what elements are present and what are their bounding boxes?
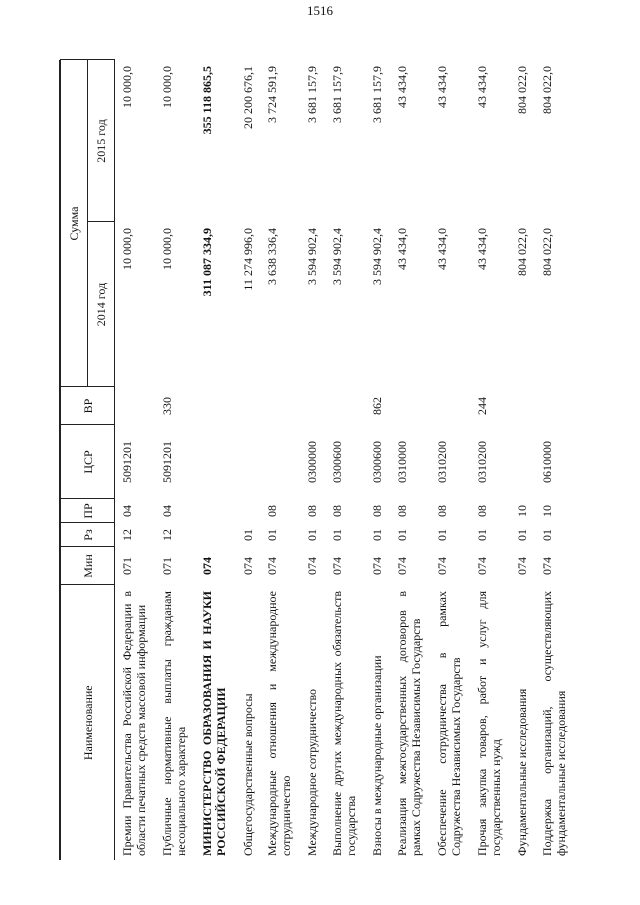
row-vr-cell <box>510 387 535 425</box>
row-min-cell: 074 <box>240 557 255 575</box>
header-year-2015: 2015 год <box>88 60 115 222</box>
row-csr-cell: 0310000 <box>394 441 409 483</box>
row-pr-cell: 08 <box>305 505 320 517</box>
row-csr-cell <box>236 425 261 499</box>
row-min-cell: 074 <box>370 557 385 575</box>
row-name-cell: Взносы в международные организации <box>370 655 385 856</box>
row-min-cell: 074 <box>394 557 409 575</box>
row-csr-cell <box>260 425 300 499</box>
table-row <box>115 60 156 860</box>
row-rz-cell: 01 <box>370 529 385 541</box>
row-vr-cell <box>390 387 430 425</box>
row-pr-cell <box>236 499 261 523</box>
row-sum-2014-cell: 43 434,0 <box>434 228 449 270</box>
row-min-cell: 074 <box>265 557 280 575</box>
row-rz-cell: 01 <box>394 529 409 541</box>
row-sum-2014-cell: 10 000,0 <box>120 228 134 270</box>
row-sum-2015-cell: 43 434,0 <box>434 65 449 108</box>
row-vr-cell: 330 <box>160 397 175 415</box>
row-rz-cell: 01 <box>475 529 489 541</box>
row-sum-2014-cell: 3 594 902,4 <box>370 228 385 285</box>
row-min-cell: 071 <box>120 557 134 575</box>
row-min-cell: 074 <box>200 557 215 575</box>
row-sum-2014-cell: 43 434,0 <box>475 228 489 270</box>
row-name-cell: Фундаментальные исследования <box>515 688 530 856</box>
header-rz: Рз <box>61 523 115 547</box>
row-csr-cell <box>510 425 535 499</box>
row-sum-2014-cell: 10 000,0 <box>160 228 175 270</box>
row-sum-2015-cell: 804 022,0 <box>539 65 554 114</box>
row-sum-2015-cell: 43 434,0 <box>475 65 489 108</box>
row-rz-cell: 01 <box>515 529 530 541</box>
row-name-cell: Выполнение других международных обязательств государства <box>329 591 358 856</box>
header-year-2014: 2014 год <box>88 222 115 387</box>
header-name: Наименование <box>61 585 115 860</box>
row-csr-cell: 0310200 <box>475 441 489 483</box>
row-sum-2015-cell: 355 118 865,5 <box>200 65 215 135</box>
row-sum-2015-cell: 43 434,0 <box>394 65 409 108</box>
row-sum-2014-cell: 11 274 996,0 <box>240 228 255 291</box>
row-csr-cell: 5091201 <box>160 441 175 483</box>
row-sum-2015-cell: 20 200 676,1 <box>240 65 255 129</box>
row-rz-cell: 01 <box>539 529 554 541</box>
row-sum-2015-cell: 804 022,0 <box>515 65 530 114</box>
row-csr-cell: 0300600 <box>329 441 344 483</box>
row-vr-cell: 244 <box>475 397 489 415</box>
row-rz-cell <box>195 523 235 547</box>
row-name-cell: Международное сотрудничество <box>305 688 320 856</box>
budget-table-sheet <box>60 60 575 860</box>
page-number: 1516 <box>307 3 333 18</box>
row-sum-2015-cell: 10 000,0 <box>160 65 175 108</box>
table-row <box>300 60 325 860</box>
row-name-cell: Международные отношения и международное сотрудничество <box>265 591 294 856</box>
row-csr-cell: 0300000 <box>305 441 320 483</box>
row-name-cell: Премии Правительства Российской Федерации в области печатных средств массовой информации <box>120 591 148 856</box>
row-rz-cell: 01 <box>265 529 280 541</box>
row-sum-2015-cell: 10 000,0 <box>120 65 134 108</box>
header-vr: ВР <box>61 387 115 425</box>
row-vr-cell <box>115 387 156 425</box>
row-vr-cell <box>430 387 470 425</box>
row-sum-2014-cell: 804 022,0 <box>515 228 530 276</box>
row-vr-cell <box>535 387 575 425</box>
row-min-cell: 074 <box>305 557 320 575</box>
header-csr: ЦСР <box>61 425 115 499</box>
row-rz-cell: 12 <box>120 529 134 541</box>
row-min-cell: 074 <box>539 557 554 575</box>
row-name-cell: МИНИСТЕРСТВО ОБРАЗОВАНИЯ И НАУКИ РОССИЙСКОЙ ФЕДЕРАЦИИ <box>200 591 229 856</box>
row-sum-2014-cell: 3 638 336,4 <box>265 228 280 285</box>
table-row <box>510 60 535 860</box>
row-sum-2015-cell: 3 724 591,9 <box>265 65 280 123</box>
row-name-cell: Обеспечение сотрудничества в рамках Содружества Независимых Государств <box>434 591 463 856</box>
row-pr-cell: 08 <box>434 505 449 517</box>
row-vr-cell <box>260 387 300 425</box>
row-sum-2014-cell: 3 594 902,4 <box>305 228 320 285</box>
header-min: Мин <box>61 547 115 585</box>
row-pr-cell: 10 <box>515 505 530 517</box>
row-min-cell: 074 <box>475 557 489 575</box>
row-pr-cell: 08 <box>394 505 409 517</box>
row-name-cell: Общегосударственные вопросы <box>240 693 255 856</box>
row-csr-cell <box>195 425 235 499</box>
table-row <box>430 60 470 860</box>
table-row <box>236 60 261 860</box>
table-row <box>195 60 235 860</box>
header-pr: ПР <box>61 499 115 523</box>
row-rz-cell: 01 <box>240 529 255 541</box>
row-sum-2014-cell: 3 594 902,4 <box>329 228 344 285</box>
table-body <box>115 60 576 860</box>
row-name-cell: Публичные нормативные выплаты гражданам несоциального характера <box>160 591 189 856</box>
row-pr-cell: 04 <box>120 505 134 517</box>
row-vr-cell <box>236 387 261 425</box>
table-row <box>470 60 510 860</box>
row-rz-cell: 01 <box>305 529 320 541</box>
row-sum-2014-cell: 804 022,0 <box>539 228 554 276</box>
row-pr-cell: 08 <box>265 505 280 517</box>
row-sum-2014-cell: 43 434,0 <box>394 228 409 270</box>
table-row <box>365 60 390 860</box>
row-pr-cell: 10 <box>539 505 554 517</box>
row-csr-cell: 0300600 <box>370 441 385 483</box>
budget-table <box>60 59 575 860</box>
row-csr-cell: 0610000 <box>539 441 554 483</box>
row-sum-2014-cell: 311 087 334,9 <box>200 228 215 297</box>
row-name-cell: Прочая закупка товаров, работ и услуг для государственных нужд <box>475 591 503 856</box>
row-rz-cell: 12 <box>160 529 175 541</box>
row-pr-cell: 08 <box>475 505 489 517</box>
row-csr-cell: 0310200 <box>434 441 449 483</box>
row-min-cell: 074 <box>434 557 449 575</box>
header-sum: Сумма <box>61 60 88 387</box>
row-vr-cell <box>300 387 325 425</box>
table-row <box>390 60 430 860</box>
row-sum-2015-cell: 3 681 157,9 <box>305 65 320 123</box>
row-min-cell: 071 <box>160 557 175 575</box>
table-row <box>260 60 300 860</box>
row-name-cell: Поддержка организаций, осуществляющих фундаментальные исследования <box>539 591 568 856</box>
row-min-cell: 074 <box>515 557 530 575</box>
row-sum-2015-cell: 3 681 157,9 <box>370 65 385 123</box>
row-pr-cell: 04 <box>160 505 175 517</box>
row-min-cell: 074 <box>329 557 344 575</box>
row-name-cell: Реализация межгосударственных договоров в рамках Содружества Независимых Государств <box>394 591 423 856</box>
row-sum-2015-cell: 3 681 157,9 <box>329 65 344 123</box>
row-rz-cell: 01 <box>329 529 344 541</box>
row-vr-cell <box>325 387 365 425</box>
table-row <box>155 60 195 860</box>
table-row <box>535 60 575 860</box>
row-csr-cell: 5091201 <box>120 441 134 483</box>
row-rz-cell: 01 <box>434 529 449 541</box>
table-row <box>325 60 365 860</box>
row-vr-cell: 862 <box>370 397 385 415</box>
row-pr-cell <box>195 499 235 523</box>
row-pr-cell: 08 <box>370 505 385 517</box>
row-vr-cell <box>195 387 235 425</box>
row-pr-cell: 08 <box>329 505 344 517</box>
